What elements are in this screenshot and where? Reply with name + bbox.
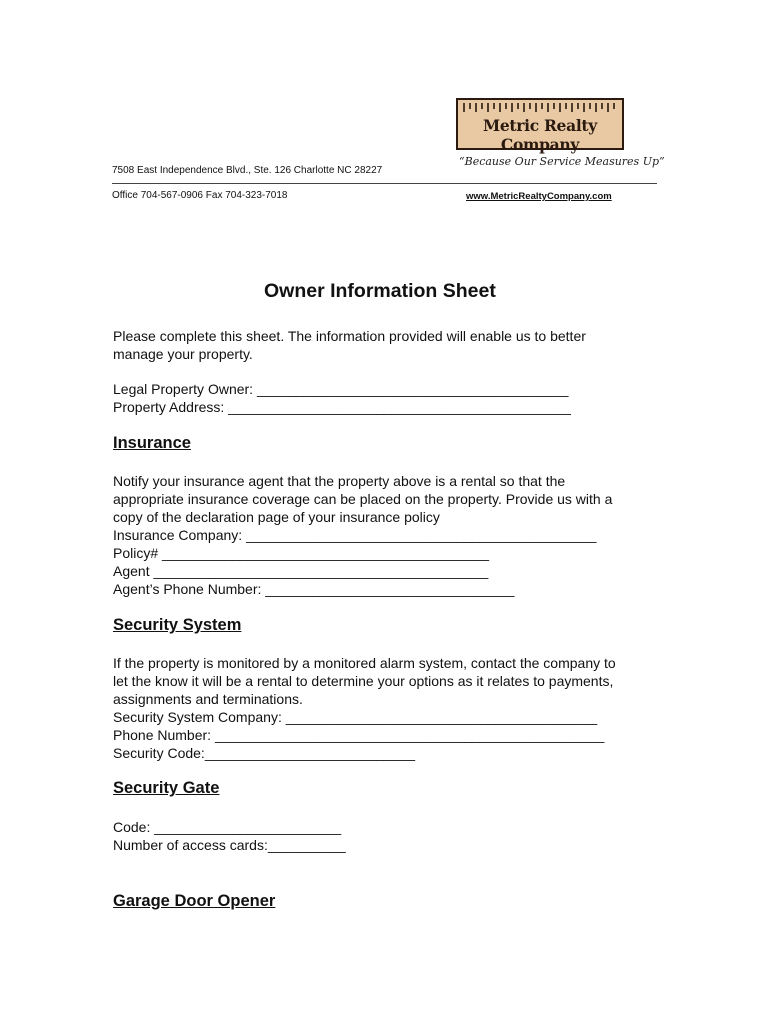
access-cards-field[interactable]: Number of access cards:__________: [113, 837, 346, 853]
policy-number-field[interactable]: Policy# __________________________________________: [113, 545, 490, 561]
security-system-text: assignments and terminations.: [113, 691, 303, 707]
agent-phone-field[interactable]: Agent’s Phone Number: ________________________________: [113, 581, 515, 597]
company-logo: [456, 98, 624, 154]
insurance-text: copy of the declaration page of your insurance policy: [113, 509, 440, 525]
logo-text: Metric Realty Company: [482, 116, 597, 154]
security-code-field[interactable]: Security Code:___________________________: [113, 745, 416, 761]
gate-code-field[interactable]: Code: ________________________: [113, 819, 342, 835]
company-phones: Office 704-567-0906 Fax 704-323-7018: [112, 190, 288, 201]
insurance-text: appropriate insurance coverage can be placed on the property. Provide us with a: [113, 491, 613, 507]
agent-field[interactable]: Agent ___________________________________________: [113, 563, 489, 579]
security-system-text: If the property is monitored by a monitored alarm system, contact the company to: [113, 655, 616, 671]
insurance-company-field[interactable]: Insurance Company: _____________________________________________: [113, 527, 597, 543]
page-title: Owner Information Sheet: [264, 280, 496, 302]
security-company-field[interactable]: Security System Company: ________________________________________: [113, 709, 598, 725]
security-gate-heading: Security Gate: [113, 779, 220, 797]
security-phone-field[interactable]: Phone Number: __________________________________________________: [113, 727, 605, 743]
legal-owner-field[interactable]: Legal Property Owner: ________________________________________: [113, 381, 569, 397]
insurance-heading: Insurance: [113, 434, 191, 452]
garage-door-heading: Garage Door Opener: [113, 892, 276, 910]
insurance-text: Notify your insurance agent that the property above is a rental so that the: [113, 473, 566, 489]
security-system-text: let the know it will be a rental to determine your options as it relates to payments,: [113, 673, 614, 689]
company-tagline: “Because Our Service Measures Up”: [459, 155, 665, 168]
intro-line: Please complete this sheet. The information provided will enable us to better: [113, 328, 586, 344]
ruler-icon: [462, 103, 618, 113]
header-divider: [112, 183, 657, 184]
company-address: 7508 East Independence Blvd., Ste. 126 Charlotte NC 28227: [112, 165, 383, 176]
website-link[interactable]: www.MetricRealtyCompany.com: [466, 191, 612, 202]
property-address-field[interactable]: Property Address: ____________________________________________: [113, 399, 571, 415]
security-system-heading: Security System: [113, 616, 242, 634]
intro-line: manage your property.: [113, 346, 253, 362]
